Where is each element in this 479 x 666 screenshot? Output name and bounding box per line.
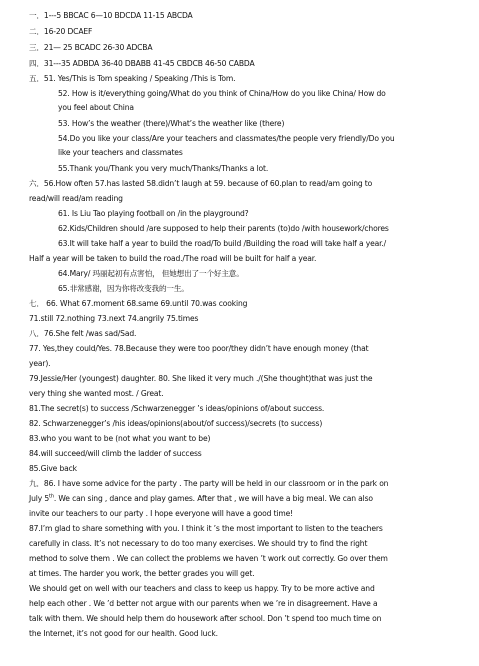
q86-line3: invite our teachers to our party . I hope everyone will have a good time!: [29, 509, 294, 518]
section-two-answers: 二．16-20 DCAEF: [29, 27, 93, 36]
section-three-answers: 三．21— 25 BCADC 26-30 ADCBA: [29, 43, 153, 52]
q53: 53. How’s the weather (there)/What’s the weather like (there): [58, 119, 285, 128]
q61: 61. Is Liu Tao playing football on /in the playground?: [58, 209, 249, 218]
q86-line2: [29, 493, 373, 505]
q87-line7: talk with them. We should help them do housework after school. Don ’t spend too much time on: [29, 614, 382, 623]
q84: 84.will succeed/will climb the ladder of success: [29, 449, 202, 458]
section-nine-q86-line1: 九．86. I have some advice for the party . The party will be held in our classroom or in the park on: [29, 479, 389, 488]
q54-line1: 54.Do you like your class/Are your teachers and classmates/the people very friendly/Do you: [58, 134, 395, 143]
section-seven-q66-70: 七． 66. What 67.moment 68.same 69.until 70.was cooking: [29, 299, 248, 308]
q64: 64.Mary/ 玛丽起初有点害怕， 但她想出了一个好主意。: [58, 269, 244, 278]
q87-line1: 87.I’m glad to share something with you. I think it ’s the most important to listen to the teachers: [29, 524, 383, 533]
section-one-answers: 一．1---5 BBCAC 6—10 BDCDA 11-15 ABCDA: [29, 11, 193, 20]
q63-line2: Half a year will be taken to build the road./The road will be built for half a year.: [29, 254, 317, 263]
q79-80-line2: very thing she wanted most. / Great.: [29, 389, 164, 398]
q55: 55.Thank you/Thank you very much/Thanks/Thanks a lot.: [58, 164, 269, 173]
q52-line2: you feel about China: [58, 103, 134, 112]
q87-line3: method to solve them . We can collect the problems we haven ’t work out correctly. Go over them: [29, 554, 388, 563]
q87-line8: the Internet, it’s not good for our health. Good luck.: [29, 629, 218, 638]
q82: 82. Schwarzenegger’s /his ideas/opinions(about/of success)/secrets (to success): [29, 419, 323, 428]
section-six-q56-60-line1: 六．56.How often 57.has lasted 58.didn’t laugh at 59. because of 60.plan to read/am going to: [29, 179, 373, 188]
section-eight-q76: 八．76.She felt /was sad/Sad.: [29, 329, 137, 338]
q52-line1: 52. How is it/everything going/What do you think of China/How do you like China/ How do: [58, 89, 386, 98]
q54-line2: like your teachers and classmates: [58, 148, 183, 157]
section-four-answers: 四．31---35 ADBDA 36-40 DBABB 41-45 CBDCB 46-50 CABDA: [29, 59, 255, 68]
q63-line1: 63.It will take half a year to build the road/To build /Building the road will take half a year./: [58, 239, 387, 248]
q81: 81.The secret(s) to success /Schwarzenegger ’s ideas/opinions of/about success.: [29, 404, 325, 413]
q65: 65.非常感谢，因为你将改变我的一生。: [58, 284, 189, 293]
q77-78-line1: 77. Yes,they could/Yes. 78.Because they were too poor/they didn’t have enough money (that: [29, 344, 369, 353]
q87-line5: We should get on well with our teachers and class to keep us happy. Try to be more active and: [29, 584, 375, 593]
q87-line4: at times. The harder you work, the better grades you will get.: [29, 569, 255, 578]
q86-date-suffix: th: [49, 493, 54, 500]
q86-date: July 5: [29, 494, 50, 503]
q87-line2: carefully in class. It’s not necessary to do too many exercises. We should try to find the right: [29, 539, 368, 548]
q77-78-line2: year).: [29, 359, 51, 368]
q87-line6: help each other . We ’d better not argue with our parents when we ’re in disagreement. Have a: [29, 599, 378, 608]
q86-line2-rest: . We can sing , dance and play games. After that , we will have a big meal. We can also: [53, 494, 373, 503]
q85: 85.Give back: [29, 464, 77, 473]
q62: 62.Kids/Children should /are supposed to help their parents (to)do /with housework/chores: [58, 224, 389, 233]
section-five-q51: 五．51. Yes/This is Tom speaking / Speaking /This is Tom.: [29, 74, 236, 83]
q83: 83.who you want to be (not what you want to be): [29, 434, 211, 443]
section-seven-q71-75: 71.still 72.nothing 73.next 74.angrily 75.times: [29, 314, 199, 323]
section-six-q56-60-line2: read/will read/am reading: [29, 194, 123, 203]
q79-80-line1: 79.Jessie/Her (youngest) daughter. 80. She liked it very much ./(She thought)that was just the: [29, 374, 373, 383]
